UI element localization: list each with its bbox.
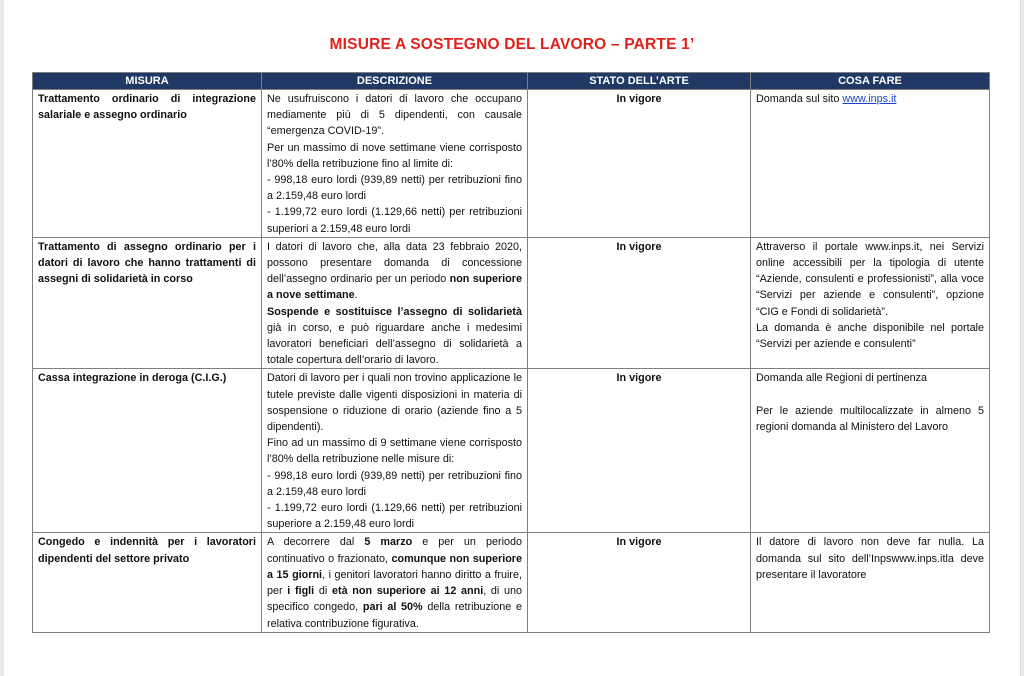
page-title: MISURE A SOSTEGNO DEL LAVORO – PARTE 1’ <box>329 36 695 53</box>
inps-link[interactable]: www.inps.it <box>842 93 897 105</box>
desc-text: I datori di lavoro che, alla data 23 febbraio 2020, possono presentare domanda di concessione dell’assegno ordinario per un periodo <box>267 240 522 286</box>
cosa-fare-cell <box>751 90 990 238</box>
header-misura: MISURA <box>33 73 262 90</box>
cosa-paragraph: Attraverso il portale www.inps.it, nei Servizi online accessibili per la tipologia di utente “Aziende, consulenti e professionisti”, alla voce “Servizi per aziende e consulenti”, opzione “CIG e Fondi di solidarietà”. <box>756 240 984 318</box>
table-row <box>33 237 990 369</box>
desc-paragraph: Per un massimo di nove settimane viene corrisposto l’80% della retribuzione fino al limite di: <box>267 141 522 170</box>
cosa-fare-cell <box>751 237 990 369</box>
desc-paragraph: Fino ad un massimo di 9 settimane viene corrisposto l’80% della retribuzione nelle misure di: <box>267 437 522 466</box>
desc-text: , di uno specifico congedo, <box>267 585 522 614</box>
stato-cell: In vigore <box>528 369 751 533</box>
desc-bold-text: i figli <box>287 585 315 598</box>
desc-bold-text: 5 marzo <box>364 536 413 549</box>
misura-cell: Trattamento di assegno ordinario per i datori di lavoro che hanno trattamenti di assegni di solidarietà in corso <box>33 237 262 369</box>
descrizione-cell <box>262 369 528 533</box>
desc-paragraph: Ne usufruiscono i datori di lavoro che occupano mediamente più di 5 dipendenti, con causale “emergenza COVID-19”. <box>267 93 522 138</box>
descrizione-cell <box>262 90 528 238</box>
stato-cell: In vigore <box>528 533 751 632</box>
cosa-paragraph: Domanda alle Regioni di pertinenza <box>756 372 928 385</box>
table-row <box>33 90 990 238</box>
desc-bold-text: età non superiore ai 12 anni <box>331 585 484 598</box>
desc-paragraph: - 1.199,72 euro lordi (1.129,66 netti) per retribuzioni superiore a 2.159,48 euro lordi <box>267 502 522 531</box>
desc-text: e per un periodo continuativo o frazionato, <box>267 536 522 565</box>
desc-text: . <box>354 289 358 302</box>
descrizione-cell <box>262 237 528 369</box>
table-row <box>33 533 990 632</box>
desc-paragraph <box>267 304 522 369</box>
cosa-fare-cell: Il datore di lavoro non deve far nulla. La domanda sul sito dell’Inpswww.inps.itla deve presentare il lavoratore <box>751 533 990 632</box>
cosa-fare-cell <box>751 369 990 533</box>
desc-paragraph: - 1.199,72 euro lordi (1.129,66 netti) per retribuzioni superiori a 2.159,48 euro lordi <box>267 206 522 235</box>
measures-table <box>32 72 990 633</box>
desc-text: di <box>314 585 332 598</box>
header-cosa-fare: COSA FARE <box>751 73 990 90</box>
desc-text: della retribuzione e relativa contribuzione figurativa. <box>267 601 523 630</box>
misura-cell: Trattamento ordinario di integrazione salariale e assegno ordinario <box>33 90 262 238</box>
table-header-row <box>33 73 990 90</box>
desc-bold-text: comunque non superiore a 15 giorni <box>267 552 522 581</box>
desc-bold-text: Sospende e sostituisce l’assegno di solidarietà <box>267 305 522 318</box>
stato-cell: In vigore <box>528 237 751 369</box>
descrizione-cell <box>262 533 528 632</box>
desc-paragraph: Datori di lavoro per i quali non trovino applicazione le tutele previste dalle vigenti disposizioni in materia di sospensione o riduzione di orario (aziende fino a 5 dipendenti). <box>267 372 522 434</box>
desc-paragraph <box>267 239 522 304</box>
header-stato: STATO DELL’ARTE <box>528 73 751 90</box>
desc-text: già in corso, e può riguardare anche i medesimi lavoratori beneficiari dell’assegno di solidarietà a totale copertura dell’orario di lavoro. <box>267 321 522 367</box>
misura-cell: Cassa integrazione in deroga (C.I.G.) <box>33 369 262 533</box>
desc-bold-text: pari al 50% <box>362 601 423 614</box>
desc-paragraph: - 998,18 euro lordi (939,89 netti) per retribuzioni fino a 2.159,48 euro lordi <box>267 469 522 498</box>
stato-cell: In vigore <box>528 90 751 238</box>
cosa-text: Domanda sul sito <box>756 93 843 105</box>
cosa-paragraph: La domanda è anche disponibile nel portale “Servizi per aziende e consulenti” <box>756 321 984 351</box>
desc-bold-text: non superiore a nove settimane <box>267 273 522 302</box>
desc-text: A decorrere dal <box>267 536 365 549</box>
paragraph-gap <box>756 387 984 403</box>
header-descrizione: DESCRIZIONE <box>262 73 528 90</box>
table-row <box>33 369 990 533</box>
cosa-paragraph: Per le aziende multilocalizzate in almeno 5 regioni domanda al Ministero del Lavoro <box>756 404 984 433</box>
desc-paragraph: - 998,18 euro lordi (939,89 netti) per retribuzioni fino a 2.159,48 euro lordi <box>267 174 522 203</box>
desc-paragraph <box>267 536 522 629</box>
desc-text: , i genitori lavoratori hanno diritto a fruire, per <box>267 568 522 598</box>
misura-cell: Congedo e indennità per i lavoratori dipendenti del settore privato <box>33 533 262 632</box>
